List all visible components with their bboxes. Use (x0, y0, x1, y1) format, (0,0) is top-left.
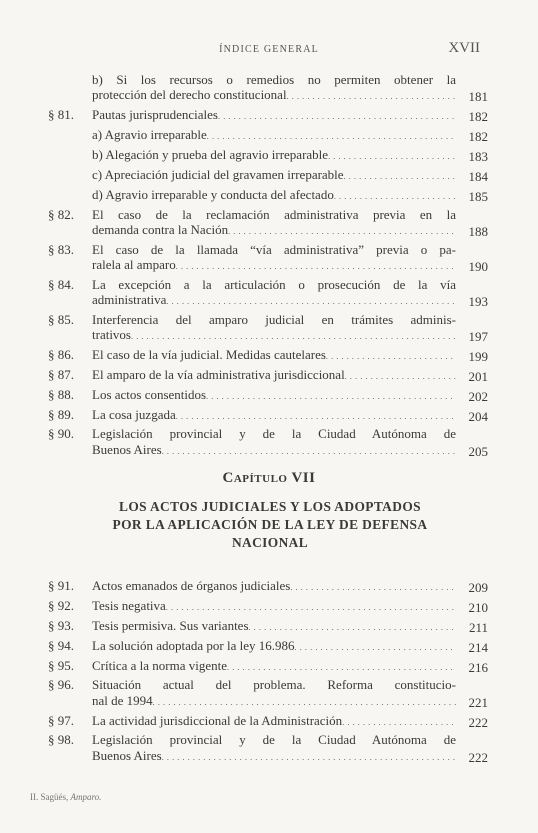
dot-leader (162, 442, 456, 459)
entry-title-line (92, 618, 456, 635)
dot-leader (131, 327, 456, 344)
toc-entry (48, 407, 488, 424)
toc-entry (48, 367, 488, 384)
toc-entry (48, 387, 488, 404)
entry-page-number: 182 (468, 128, 488, 144)
toc-entry (48, 167, 488, 184)
entry-title-text: Tesis permisiva. Sus variantes (92, 617, 249, 633)
entry-title-line (92, 147, 456, 164)
entry-title-text: Crítica a la norma vigente (92, 657, 228, 673)
running-header: ÍNDICE GENERAL (219, 44, 319, 55)
dot-leader (153, 693, 456, 710)
toc-section-1 (48, 72, 488, 462)
section-number: § 92. (48, 597, 74, 613)
entry-title-text: a) Agravio irreparable (92, 126, 207, 142)
toc-entry (48, 107, 488, 124)
dot-leader (176, 257, 456, 274)
toc-entry (48, 312, 488, 344)
chapter-number: VII (291, 470, 316, 486)
entry-page-number: 210 (468, 599, 488, 615)
chapter-title-line: LOS ACTOS JUDICIALES Y LOS ADOPTADOS (118, 499, 421, 514)
entry-title-line (92, 222, 456, 239)
section-number: § 81. (48, 107, 74, 123)
entry-title-line (92, 638, 456, 655)
entry-title-line (92, 713, 456, 730)
entry-title-line (92, 367, 456, 384)
section-number: § 95. (48, 657, 74, 673)
entry-page-number: 204 (468, 408, 488, 424)
toc-entry (48, 426, 488, 458)
entry-title-line: Situación actual del problema. Reforma constitucio- (92, 677, 456, 693)
toc-entry (48, 618, 488, 635)
dot-leader (290, 578, 456, 595)
entry-title-text: Pautas jurisprudenciales (92, 107, 218, 123)
entry-title-text: Buenos Aires (92, 441, 162, 457)
entry-title-line (92, 693, 456, 710)
entry-title-line (92, 167, 456, 184)
entry-title-line (92, 387, 456, 404)
section-number: § 83. (48, 241, 74, 257)
entry-title-text: La actividad jurisdiccional de la Administración (92, 712, 343, 728)
section-number: § 86. (48, 346, 74, 362)
section-number: § 87. (48, 366, 74, 382)
section-number: § 98. (48, 732, 74, 748)
toc-entry (48, 207, 488, 239)
section-number: § 97. (48, 712, 74, 728)
dot-leader (345, 367, 456, 384)
chapter-title (70, 498, 470, 552)
toc-section-2 (48, 578, 488, 768)
section-number: § 91. (48, 578, 74, 593)
entry-page-number: 222 (468, 749, 488, 765)
toc-entry (48, 732, 488, 764)
footer-author: II. Sagüés, (30, 792, 69, 802)
entry-title-line (92, 257, 456, 274)
entry-title-text: La solución adoptada por la ley 16.986 (92, 637, 295, 653)
chapter-title-line: POR LA APLICACIÓN DE LA LEY DE DEFENSA (112, 517, 428, 532)
dot-leader (326, 347, 456, 364)
entry-title-text: El caso de la vía judicial. Medidas cautelares (92, 346, 326, 362)
entry-title-text: administrativa (92, 291, 167, 307)
section-number: § 85. (48, 311, 74, 327)
toc-entry (48, 242, 488, 274)
entry-title-line (92, 347, 456, 364)
entry-title-line (92, 87, 456, 104)
entry-title-line (92, 598, 456, 615)
dot-leader (342, 713, 456, 730)
entry-title-text: protección del derecho constitucional (92, 87, 287, 103)
entry-title-text: trativos (92, 327, 131, 343)
toc-entry (48, 347, 488, 364)
entry-title-text: La cosa juzgada (92, 406, 176, 422)
entry-page-number: 185 (468, 188, 488, 204)
entry-page-number: 214 (468, 639, 488, 655)
section-number: § 94. (48, 637, 74, 653)
toc-entry (48, 598, 488, 615)
dot-leader (328, 147, 456, 164)
entry-title-line: b) Si los recursos o remedios no permiten obtener la (92, 72, 456, 87)
page-number: XVII (448, 40, 480, 56)
toc-entry (48, 187, 488, 204)
chapter-label: Capítulo (222, 470, 288, 486)
toc-entry (48, 638, 488, 655)
entry-title-line: El caso de la reclamación administrativa previa en la (92, 206, 456, 222)
dot-leader (218, 107, 456, 124)
entry-title-line (92, 658, 456, 675)
dot-leader (228, 222, 456, 239)
entry-page-number: 183 (468, 148, 488, 164)
section-number: § 88. (48, 386, 74, 402)
dot-leader (249, 618, 456, 635)
section-number: § 82. (48, 206, 74, 222)
entry-title-line (92, 407, 456, 424)
entry-title-text: Actos emanados de órganos judiciales (92, 578, 291, 593)
dot-leader (162, 748, 456, 765)
entry-page-number: 209 (468, 580, 488, 595)
section-number: § 93. (48, 617, 74, 633)
entry-page-number: 211 (468, 619, 488, 635)
dot-leader (295, 638, 456, 655)
entry-page-number: 182 (468, 109, 488, 125)
footer-signature (30, 792, 101, 802)
chapter-title-line: NACIONAL (231, 535, 309, 550)
toc-entry (48, 277, 488, 309)
entry-title-line: Interferencia del amparo judicial en trámites adminis- (92, 311, 456, 327)
toc-entry (48, 658, 488, 675)
entry-page-number: 221 (468, 694, 488, 710)
dot-leader (334, 187, 456, 204)
section-number: § 84. (48, 276, 74, 292)
entry-page-number: 184 (468, 168, 488, 184)
dot-leader (176, 407, 456, 424)
entry-title-line (92, 107, 456, 124)
entry-title-text: Los actos consentidos (92, 386, 207, 402)
entry-title-text: nal de 1994 (92, 692, 153, 708)
entry-title-line (92, 187, 456, 204)
entry-page-number: 188 (468, 223, 488, 239)
chapter-heading (0, 470, 538, 487)
entry-page-number: 216 (468, 659, 488, 675)
entry-page-number: 190 (468, 258, 488, 274)
entry-title-line (92, 127, 456, 144)
toc-entry (48, 578, 488, 595)
entry-title-line: El caso de la llamada “vía administrativa” previa o pa- (92, 241, 456, 257)
entry-page-number: 205 (468, 443, 488, 459)
section-number: § 90. (48, 426, 74, 442)
entry-title-text: demanda contra la Nación (92, 221, 229, 237)
dot-leader (344, 167, 456, 184)
toc-entry (48, 147, 488, 164)
toc-entry (48, 713, 488, 730)
entry-title-line: Legislación provincial y de la Ciudad Autónoma de (92, 426, 456, 442)
entry-page-number: 201 (468, 368, 488, 384)
entry-page-number: 202 (468, 388, 488, 404)
entry-page-number: 193 (468, 293, 488, 309)
entry-title-line (92, 292, 456, 309)
entry-title-text: d) Agravio irreparable y conducta del afectado (92, 186, 334, 202)
entry-title-text: El amparo de la vía administrativa jurisdiccional (92, 366, 345, 382)
entry-title-line: La excepción a la articulación o prosecución de la vía (92, 276, 456, 292)
entry-title-text: Tesis negativa (92, 597, 166, 613)
dot-leader (287, 87, 456, 104)
dot-leader (207, 127, 456, 144)
entry-title-line: Legislación provincial y de la Ciudad Autónoma de (92, 732, 456, 748)
entry-page-number: 222 (468, 714, 488, 730)
entry-title-text: Buenos Aires (92, 747, 162, 763)
section-number: § 96. (48, 677, 74, 693)
entry-title-line (92, 578, 456, 595)
dot-leader (166, 292, 456, 309)
entry-title-line (92, 748, 456, 765)
entry-title-text: c) Apreciación judicial del gravamen irreparable (92, 166, 344, 182)
entry-title-line (92, 327, 456, 344)
entry-title-line (92, 442, 456, 459)
toc-entry (48, 72, 488, 104)
section-number: § 89. (48, 406, 74, 422)
toc-entry (48, 677, 488, 709)
dot-leader (227, 658, 456, 675)
dot-leader (166, 598, 456, 615)
dot-leader (206, 387, 456, 404)
entry-page-number: 199 (468, 348, 488, 364)
toc-entry (48, 127, 488, 144)
entry-title-text: b) Alegación y prueba del agravio irreparable (92, 146, 329, 162)
entry-page-number: 181 (468, 89, 488, 105)
entry-title-text: ralela al amparo (92, 256, 176, 272)
entry-page-number: 197 (468, 329, 488, 345)
footer-book-title: Amparo. (70, 792, 102, 802)
